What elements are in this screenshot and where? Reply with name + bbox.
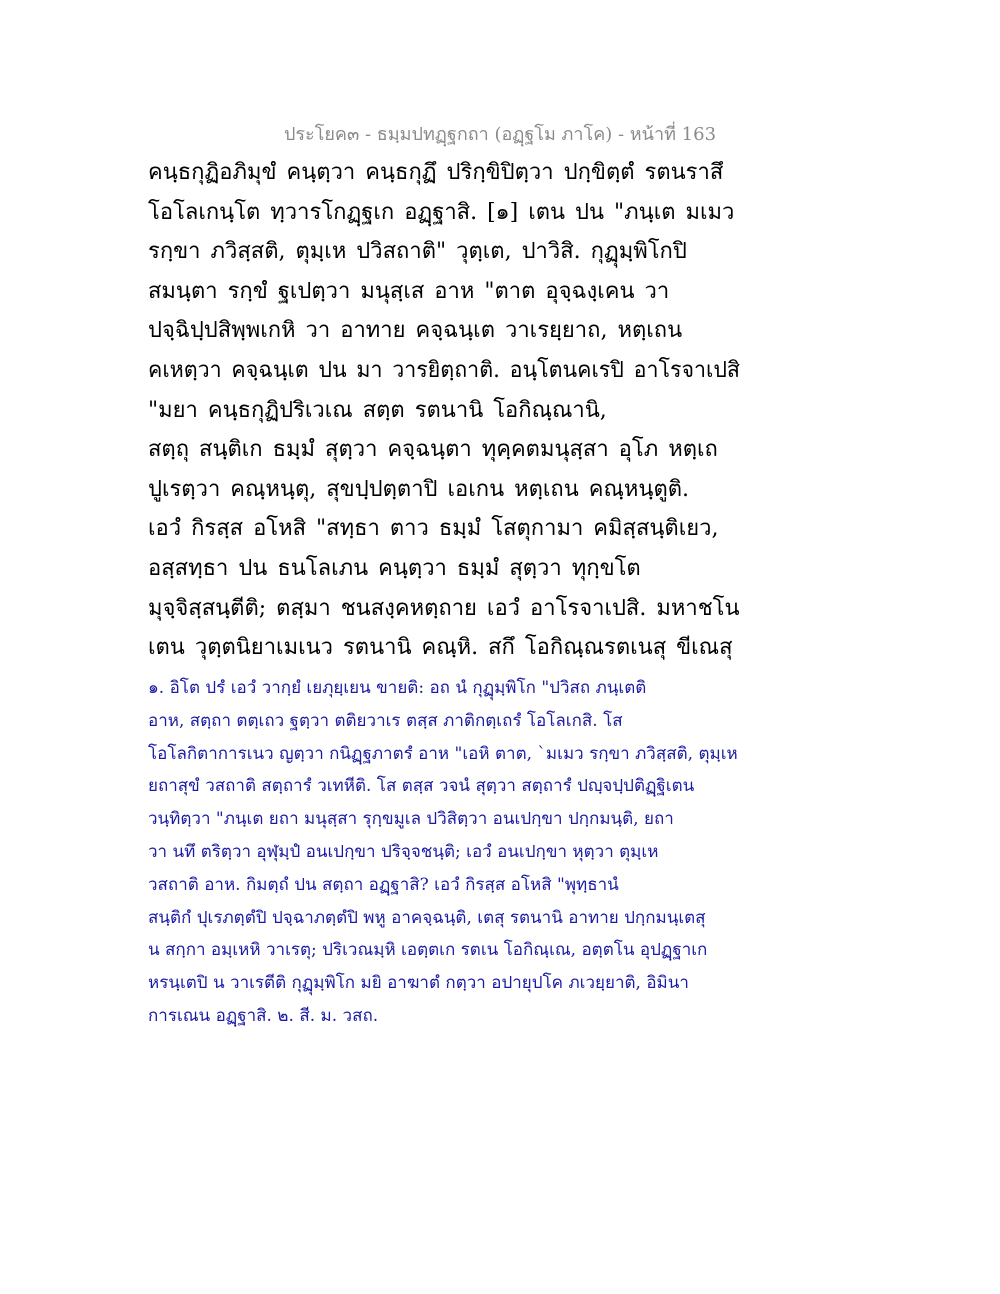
- text-line: รกฺขา ภวิสฺสติ, ตุมฺเห ปวิสถาติ" วุตฺเต, ปาวิสิ. กุฏุมฺพิโกปิ: [148, 239, 687, 265]
- header-separator: -: [612, 124, 630, 145]
- footnote-line: หรนฺเตปิ น วาเรตีติ กุฏุมฺพิโก มยิ อาฆาตํ กตฺวา อปายุปโค ภเวยฺยาติ, อิมินา: [148, 973, 689, 994]
- footnotes: [148, 672, 738, 1033]
- footnote-line: สนฺติกํ ปุเรภตฺตํปิ ปจฺฉาภตฺตํปิ พหู อาคจฺฉนฺติ, เตสุ รตนานิ อาทาย ปกฺกมนฺเตสุ: [148, 907, 706, 928]
- text-line: ปูเรตฺวา คณฺหนฺตุ, สุขปฺปตฺตาปิ เอเกน หตฺเถน คณฺหนฺตูติ.: [148, 476, 690, 502]
- page-header: [0, 120, 1000, 150]
- footnote-line: ๑. อิโต ปรํ เอวํ วากฺยํ เยภุยฺเยน ขายติ: อถ นํ กุฏุมฺพิโก "ปวิสถ ภนฺเตติ: [148, 678, 647, 698]
- text-line: อสฺสทฺธา ปน ธนโลเภน คนฺตฺวา ธมฺมํ สุตฺวา ทุกฺขโต: [148, 555, 641, 581]
- footnote-line: โอโลกิตาการเนว ญตฺวา กนิฏฺฐภาตรํ อาห "เอหิ ตาต, `มเมว รกฺขา ภวิสฺสติ, ตุมฺเห: [148, 743, 738, 764]
- footnote-line: การเณน อฏฺฐาสิ. ๒. สี. ม. วสถ.: [148, 1005, 379, 1026]
- footnote-line: วนฺทิตฺวา "ภนฺเต ยถา มนุสฺสา รุกฺขมูเล ปวิสิตฺวา อนเปกฺขา ปกฺกมนฺติ, ยถา: [148, 809, 674, 830]
- footnote-line: อาห, สตฺถา ตตฺเถว ฐตฺวา ตติยวาเร ตสฺส ภาติกตฺเถรํ โอโลเกสิ. โส: [148, 710, 623, 731]
- text-line: สมนฺตา รกฺขํ ฐเปตฺวา มนุสฺเส อาห "ตาต อุจฺฉงฺเคน วา: [148, 278, 670, 304]
- text-line: เตน วุตฺตนิยาเมเนว รตนานิ คณฺหิ. สกึ โอกิณฺณรตเนสุ ขีเณสุ: [148, 635, 733, 661]
- text-line: "มยา คนฺธกุฏิปริเวเณ สตฺต รตนานิ โอกิณฺณานิ,: [148, 397, 607, 423]
- page-number: หน้าที่ 163: [629, 124, 717, 145]
- text-line: เอวํ กิรสฺส อโหสิ "สทฺธา ตาว ธมฺมํ โสตุกามา คมิสฺสนฺติเยว,: [148, 516, 719, 542]
- text-line: มุจฺจิสฺสนฺตีติ; ตสฺมา ชนสงฺคหตฺถาย เอวํ อาโรจาเปสิ. มหาชโน: [148, 595, 740, 621]
- header-title: ประโยค๓ - ธมฺมปทฏฺฐกถา (อฏฺฐโม ภาโค): [283, 124, 613, 145]
- text-line: โอโลเกนฺโต ทฺวารโกฏฺฐเก อฏฺฐาสิ. [๑] เตน ปน "ภนฺเต มเมว: [148, 199, 735, 225]
- text-line: ปจฺฉิปฺปสิพฺพเกหิ วา อาทาย คจฺฉนฺเต วาเรยฺยาถ, หตฺเถน: [148, 318, 683, 344]
- main-text: [148, 153, 740, 668]
- footnote-line: ยถาสุขํ วสถาติ สตฺถารํ วเทหีติ. โส ตสฺส วจนํ สุตฺวา สตฺถารํ ปญฺจปฺปติฏฺฐิเตน: [148, 776, 695, 797]
- text-line: สตฺถุ สนฺติเก ธมฺมํ สุตฺวา คจฺฉนฺตา ทุคฺคตมนุสฺสา อุโภ หตฺเถ: [148, 437, 718, 463]
- footnote-line: น สกฺกา อมฺเหหิ วาเรตุ; ปริเวณมฺหิ เอตฺตเก รตเน โอกิณฺเณ, อตฺตโน อุปฏฺฐาเก: [148, 940, 708, 961]
- text-line: คนฺธกุฏิอภิมุขํ คนฺตฺวา คนฺธกุฏึ ปริกฺขิปิตฺวา ปกฺขิตฺตํ รตนราสึ: [148, 160, 724, 185]
- footnote-line: วสถาติ อาห. กิมตฺถํ ปน สตฺถา อฏฺฐาสิ? เอวํ กิรสฺส อโหสิ "พุทฺธานํ: [148, 874, 619, 895]
- text-line: คเหตฺวา คจฺฉนฺเต ปน มา วารยิตฺถาติ. อนฺโตนคเรปิ อาโรจาเปสิ: [148, 357, 740, 383]
- footnote-line: วา นทึ ตริตฺวา อุฬุมฺปํ อนเปกฺขา ปริจฺจชนฺติ; เอวํ อนเปกฺขา หุตฺวา ตุมฺเห: [148, 841, 659, 862]
